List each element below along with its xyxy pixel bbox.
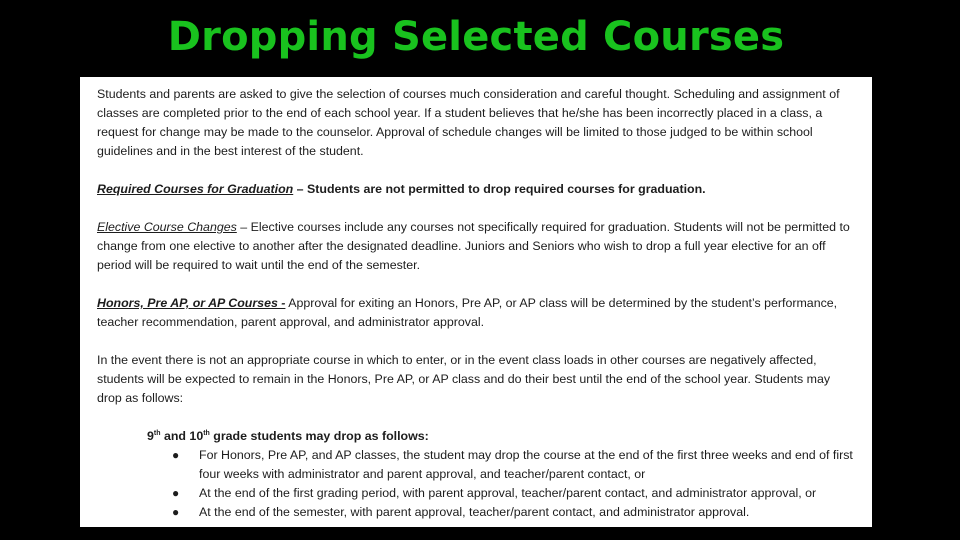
required-courses-paragraph (97, 180, 858, 199)
elective-changes-heading: Elective Course Changes (97, 220, 237, 234)
grade-9-suffix: th (153, 430, 161, 437)
grade-list-title (147, 427, 858, 446)
slide-title: Dropping Selected Courses (167, 14, 785, 60)
grade-list-title-text: grade students may drop as follows: (209, 429, 429, 443)
bullet-icon: ● (172, 486, 180, 500)
list-item (172, 503, 858, 522)
list-item (172, 446, 858, 484)
honors-text: Approval for exiting an Honors, Pre AP, or AP class will be determined by the student’s performance, teacher recommendation, parent approval, and administrator approval. (97, 296, 838, 329)
event-paragraph: In the event there is not an appropriate course in which to enter, or in the event class loads in other courses are negatively affected, students will be expected to remain in the Honors, Pre AP, or AP class and do their best until the end of the school year. Students may drop as follows: (97, 353, 831, 405)
bullet-icon: ● (172, 448, 180, 462)
intro-paragraph: Students and parents are asked to give the selection of courses much consideration and careful thought. Scheduling and assignment of classes are completed prior to the end of each school year. If a student believes that he/she has been incorrectly placed in a class, a request for change may be made to the counselor. Approval of schedule changes will be limited to those judged to be within school guidelines and in the best interest of the student. (97, 87, 840, 158)
bullet-icon: ● (172, 505, 180, 519)
list-item-text: At the end of the first grading period, with parent approval, teacher/parent contact, and administrator approval, or (199, 486, 817, 500)
list-item-text: For Honors, Pre AP, and AP classes, the student may drop the course at the end of the first three weeks and end of first four weeks with administrator and parent approval, and teacher/parent contact, or (199, 448, 853, 481)
grade-10-label: and 10 (160, 429, 204, 443)
required-courses-text: – Students are not permitted to drop required courses for graduation. (293, 182, 706, 196)
list-item-text: At the end of the semester, with parent approval, teacher/parent contact, and administrator approval. (199, 505, 750, 519)
honors-paragraph (97, 294, 858, 332)
honors-heading: Honors, Pre AP, or AP Courses - (97, 296, 286, 310)
document-image (80, 77, 872, 527)
grade-10-suffix: th (203, 430, 210, 437)
drop-options-list (172, 446, 858, 522)
elective-changes-paragraph (97, 218, 858, 275)
required-courses-heading: Required Courses for Graduation (97, 182, 294, 196)
elective-changes-text: – Elective courses include any courses not specifically required for graduation. Students will not be permitted to change from one elective to another after the designated deadline. Juniors and Seniors who wish to drop a full year elective for an off period will be required to wait until the end of the semester. (97, 220, 850, 272)
list-item (172, 484, 858, 503)
grade-9-label: 9 (147, 429, 154, 443)
